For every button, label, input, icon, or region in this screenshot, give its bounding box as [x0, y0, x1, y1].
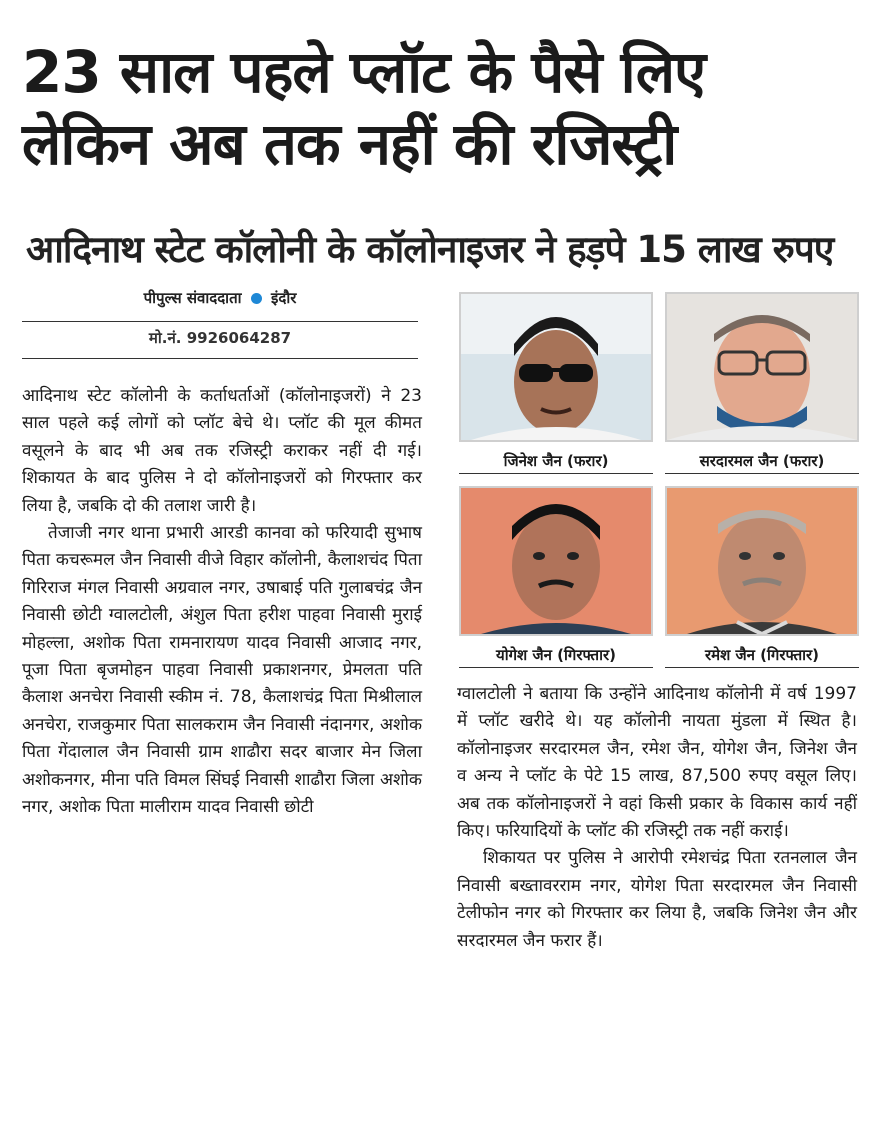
- photo-yogesh-jain: [459, 486, 653, 636]
- headline-line-1: 23 साल पहले प्लॉट के पैसे लिए: [22, 38, 706, 106]
- photo-sardarmal-jain: [665, 292, 859, 442]
- article-column-right: [457, 681, 857, 955]
- subheadline: आदिनाथ स्टेट कॉलोनी के कॉलोनाइजर ने हड़पे 15 लाख रुपए: [26, 228, 834, 271]
- dateline-city: इंदौर: [270, 289, 297, 307]
- headline-line-2: लेकिन अब तक नहीं की रजिस्ट्री: [22, 110, 677, 178]
- photo-jinesh-jain: [459, 292, 653, 442]
- article-paragraph: तेजाजी नगर थाना प्रभारी आरडी कानवा को फरियादी सुभाष पिता कचरूमल जैन निवासी वीजे विहार कॉलोनी, कैलाशचंद पिता गिरिराज मंगल निवासी अग्रवाल नगर, उषाबाई पति गुलाबचंद्र जैन निवासी छोटी ग्वालटोली, अंशुल पिता हरीश पाहवा निवासी मुराई मोहल्ला, अशोक पिता रामनारायण यादव निवासी आजाद नगर, पूजा पिता बृजमोहन पाहवा निवासी प्रकाशनगर, प्रेमलता पति कैलाश अनचेरा निवासी स्कीम नं. 78, कैलाशचंद्र पिता मिश्रीलाल अनचेरा, राजकुमार पिता सालकराम जैन निवासी नंदानगर, अशोक पिता गेंदालाल जैन निवासी ग्राम शाढौरा सदर बाजार मेन जिला अशोकनगर, मीना पति विमल सिंघई निवासी शाढौरा जिला अशोक नगर, अशोक पिता मालीराम यादव निवासी छोटी: [22, 523, 422, 818]
- photo-ramesh-jain: [665, 486, 859, 636]
- article-paragraph: शिकायत पर पुलिस ने आरोपी रमेशचंद्र पिता रतनलाल जैन निवासी बख्तावरराम नगर, योगेश पिता सरदारमल जैन निवासी टेलीफोन नगर को गिरफ्तार कर लिया है, जबकि जिनेश जैन और सरदारमल जैन फरार हैं।: [457, 848, 857, 951]
- reporter-name: पीपुल्स संवाददाता: [143, 289, 242, 307]
- photo-caption: रमेश जैन (गिरफ्तार): [665, 645, 859, 668]
- byline: [20, 288, 420, 308]
- photo-caption: जिनेश जैन (फरार): [459, 451, 653, 474]
- bullet-dot-icon: [251, 293, 262, 304]
- phone-divider: [22, 358, 418, 359]
- article-column-left: [22, 383, 422, 822]
- article-paragraph: ग्वालटोली ने बताया कि उन्होंने आदिनाथ कॉलोनी में वर्ष 1997 में प्लॉट खरीदे थे। यह कॉलोनी नायता मुंडला में स्थित है। कॉलोनाइजर सरदारमल जैन, रमेश जैन, योगेश जैन, जिनेश जैन व अन्य ने प्लॉट के पेटे 15 लाख, 87,500 रुपए वसूल लिए। अब तक कॉलोनाइजरों ने वहां किसी प्रकार के विकास कार्य नहीं किए। फरियादियों के प्लॉट की रजिस्ट्री तक नहीं कराई।: [457, 684, 857, 842]
- headline: [22, 36, 872, 180]
- article-paragraph: आदिनाथ स्टेट कॉलोनी के कर्ताधर्ताओं (कॉलोनाइजरों) ने 23 साल पहले कई लोगों को प्लॉट बेचे थे। प्लॉट की मूल कीमत वसूलने के बाद भी अब तक रजिस्ट्री कराकर नहीं दी गई। शिकायत के बाद पुलिस ने दो कॉलोनाइजरों को गिरफ्तार कर लिया है, जबकि दो की तलाश जारी है।: [22, 386, 422, 516]
- photo-caption: योगेश जैन (गिरफ्तार): [459, 645, 653, 668]
- byline-divider: [22, 321, 418, 322]
- photo-caption: सरदारमल जैन (फरार): [665, 451, 859, 474]
- reporter-phone: मो.नं. 9926064287: [148, 329, 292, 347]
